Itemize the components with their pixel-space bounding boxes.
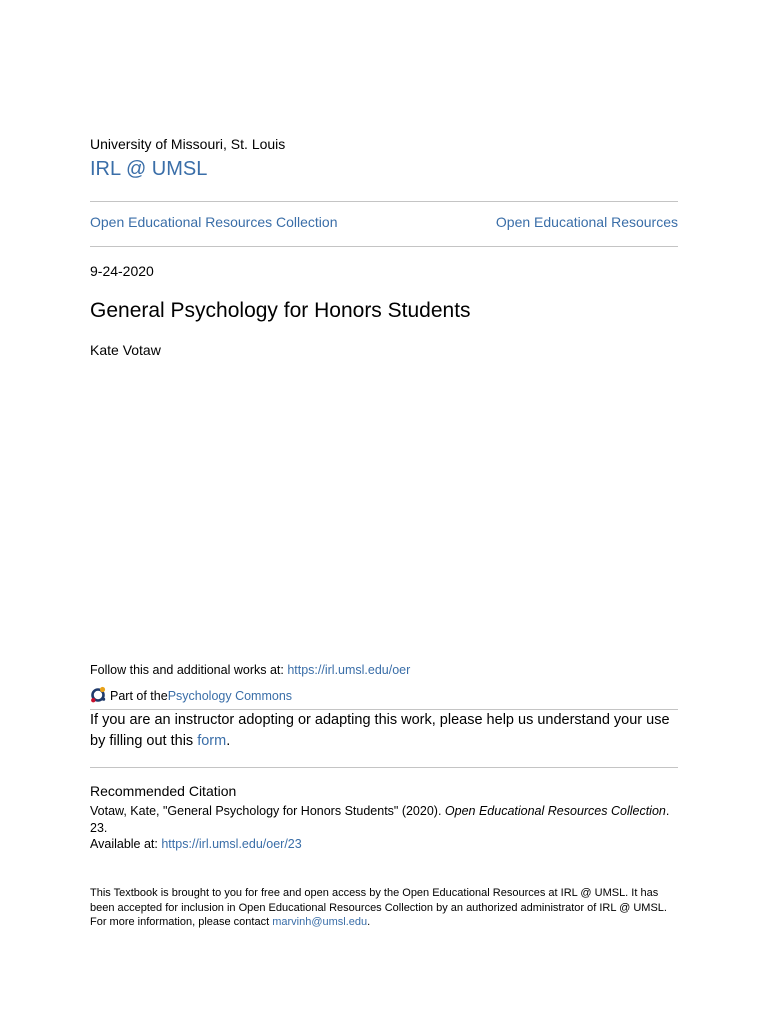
follow-prefix: Follow this and additional works at: [90, 663, 288, 677]
access-statement [90, 886, 678, 930]
part-of-line [90, 686, 292, 706]
document-title: General Psychology for Honors Students [90, 299, 471, 322]
collection-row [90, 214, 678, 230]
access-statement-suffix: . [367, 916, 371, 928]
access-statement-text: This Textbook is brought to you for free and open access by the Open Educational Resources at IRL @ UMSL. It has been accepted for inclusion in Open Educational Resources Collection by an authorized administrator of IRL @ UMSL. For more information, please contact [90, 887, 667, 928]
publication-date: 9-24-2020 [90, 263, 154, 279]
document-author: Kate Votaw [90, 342, 161, 358]
follow-url-link[interactable]: https://irl.umsl.edu/oer [287, 663, 411, 677]
instructor-notice [90, 710, 678, 752]
citation-end: . 23. [90, 804, 670, 835]
part-of-prefix: Part of the [110, 689, 168, 703]
commons-network-icon [90, 686, 110, 706]
available-prefix: Available at: [90, 837, 162, 851]
follow-line [90, 663, 410, 677]
feedback-form-link[interactable]: form [197, 733, 227, 749]
citation-divider [90, 767, 678, 768]
citation-heading: Recommended Citation [90, 783, 237, 799]
item-url-link[interactable]: https://irl.umsl.edu/oer/23 [161, 837, 302, 851]
repository-link[interactable]: IRL @ UMSL [90, 158, 208, 180]
instructor-text: If you are an instructor adopting or adapting this work, please help us understand your use by filling out this [90, 712, 670, 749]
collection-divider [90, 246, 678, 247]
top-divider [90, 201, 678, 202]
citation-collection: Open Educational Resources Collection [444, 804, 666, 818]
psychology-commons-link[interactable]: Psychology Commons [167, 689, 293, 703]
collection-link[interactable]: Open Educational Resources Collection [90, 214, 338, 230]
contact-email-link[interactable]: marvinh@umsl.edu [272, 916, 368, 928]
citation-text [90, 803, 678, 837]
community-link[interactable]: Open Educational Resources [495, 214, 678, 230]
citation-start: Votaw, Kate, "General Psychology for Honors Students" (2020). [90, 804, 445, 818]
instructor-suffix: . [226, 733, 231, 749]
available-at-line [90, 837, 302, 851]
institution-name: University of Missouri, St. Louis [90, 136, 286, 152]
cover-page [90, 0, 678, 1024]
